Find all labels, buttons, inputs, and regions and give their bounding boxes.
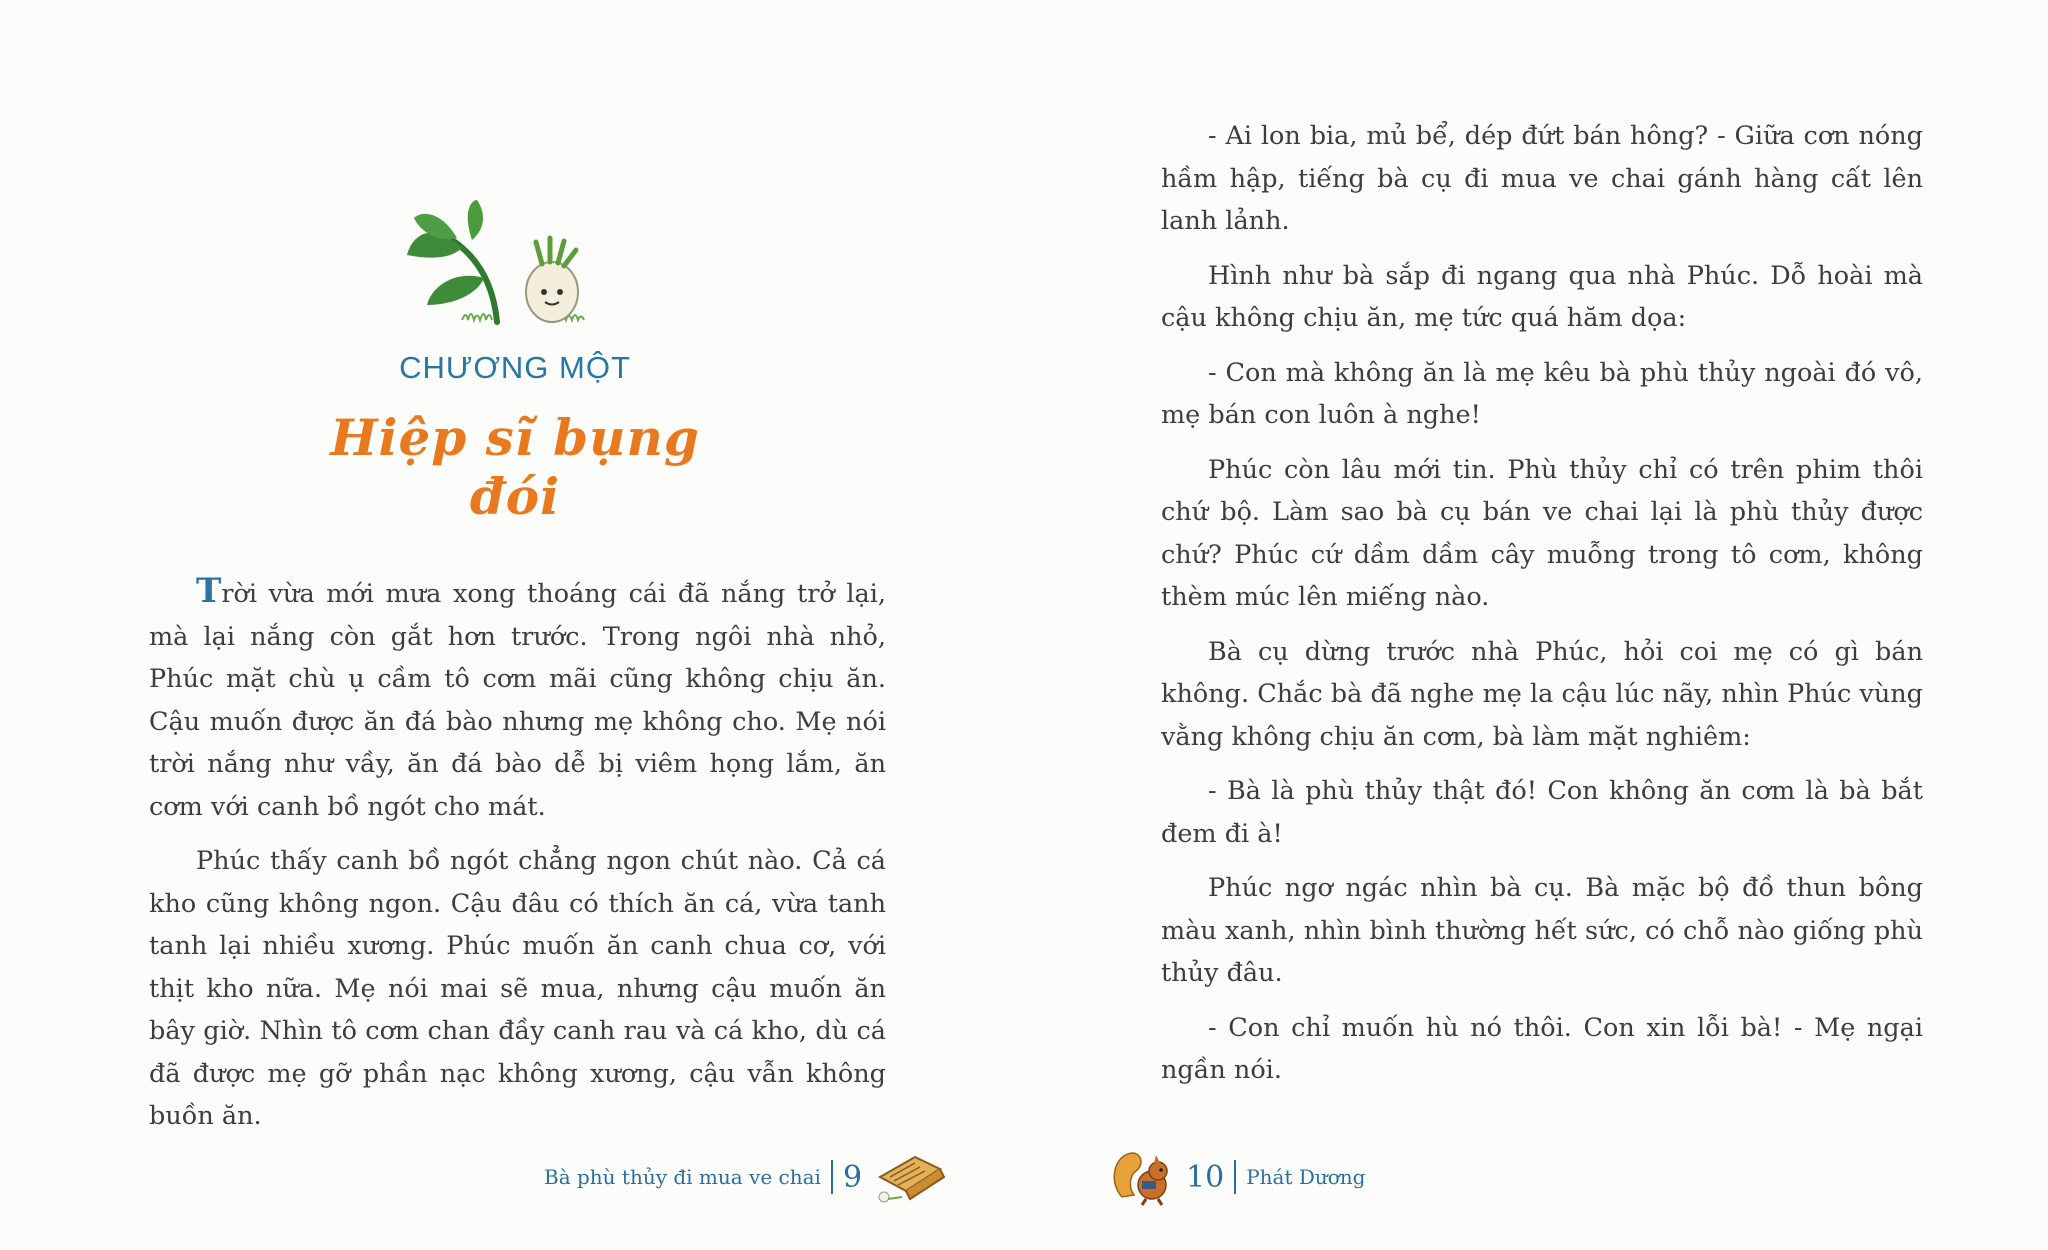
paragraph: - Con mà không ăn là mẹ kêu bà phù thủy ngoài đó vô, mẹ bán con luôn à nghe! <box>1161 357 1923 430</box>
seedling-radish-icon <box>402 200 632 328</box>
paragraph: Bà cụ dừng trước nhà Phúc, hỏi coi mẹ có gì bán không. Chắc bà đã nghe mẹ la cậu lúc nãy, nhìn Phúc vùng vằng không chịu ăn cơm, bà làm mặt nghiêm: <box>1161 636 1923 752</box>
page-number: 9 <box>842 1159 863 1195</box>
paragraph <box>149 570 886 828</box>
paragraph: - Ai lon bia, mủ bể, dép đứt bán hông? - Giữa cơn nóng hầm hập, tiếng bà cụ đi mua ve chai gánh hàng cất lên lanh lảnh. <box>1161 121 1923 236</box>
right-body-text <box>1161 115 1923 1104</box>
page-number: 10 <box>1186 1159 1225 1195</box>
right-page <box>1024 0 2048 1250</box>
footer-author: Phát Dương <box>1246 1165 1366 1189</box>
paragraph: - Bà là phù thủy thật đó! Con không ăn cơm là bà bắt đem đi à! <box>1161 776 1923 849</box>
drop-cap: T <box>196 571 222 611</box>
chapter-title: Hiệp sĩ bụng đói <box>330 408 700 526</box>
paragraph: Phúc còn lâu mới tin. Phù thủy chỉ có trên phim thôi chứ bộ. Làm sao bà cụ bán ve chai lại là phù thủy được chứ? Phúc cứ dầm dầm cây muỗng trong tô cơm, không thèm múc lên miếng nào. <box>1161 454 1923 612</box>
paragraph: Phúc ngơ ngác nhìn bà cụ. Bà mặc bộ đồ thun bông màu xanh, nhìn bình thường hết sức, có chỗ nào giống phù thủy đâu. <box>1161 873 1923 988</box>
squirrel-icon <box>1108 1147 1180 1207</box>
paragraph: - Con chỉ muốn hù nó thôi. Con xin lỗi bà! - Mẹ ngại ngần nói. <box>1161 1012 1923 1085</box>
footer-book-title: Bà phù thủy đi mua ve chai <box>544 1165 821 1189</box>
left-footer <box>544 1152 948 1202</box>
paragraph-text: rời vừa mới mưa xong thoáng cái đã nắng trở lại, mà lại nắng còn gắt hơn trước. Trong ngôi nhà nhỏ, Phúc mặt chù ụ cầm tô cơm mãi cũng không chịu ăn. Cậu muốn được ăn đá bào nhưng mẹ không cho. Mẹ nói trời nắng như vầy, ăn đá bào dễ bị viêm họng lắm, ăn cơm với canh bồ ngót cho mát. <box>149 579 886 822</box>
paragraph: Hình như bà sắp đi ngang qua nhà Phúc. Dỗ hoài mà cậu không chịu ăn, mẹ tức quá hăm dọa: <box>1161 260 1923 333</box>
left-body-text <box>149 570 886 1150</box>
footer-divider <box>1234 1160 1236 1194</box>
footer-divider <box>831 1160 833 1194</box>
chapter-label: CHƯƠNG MỘT <box>399 350 631 385</box>
right-footer <box>1108 1152 1365 1202</box>
open-book-icon <box>870 1147 948 1207</box>
paragraph: Phúc thấy canh bồ ngót chẳng ngon chút nào. Cả cá kho cũng không ngon. Cậu đâu có thích ăn cá, vừa tanh tanh lại nhiều xương. Phúc muốn ăn canh chua cơ, với thịt kho nữa. Mẹ nói mai sẽ mua, nhưng cậu muốn ăn bây giờ. Nhìn tô cơm chan đầy canh rau và cá kho, dù cá đã được mẹ gỡ phần nạc không xương, cậu vẫn không buồn ăn. <box>149 846 886 1131</box>
